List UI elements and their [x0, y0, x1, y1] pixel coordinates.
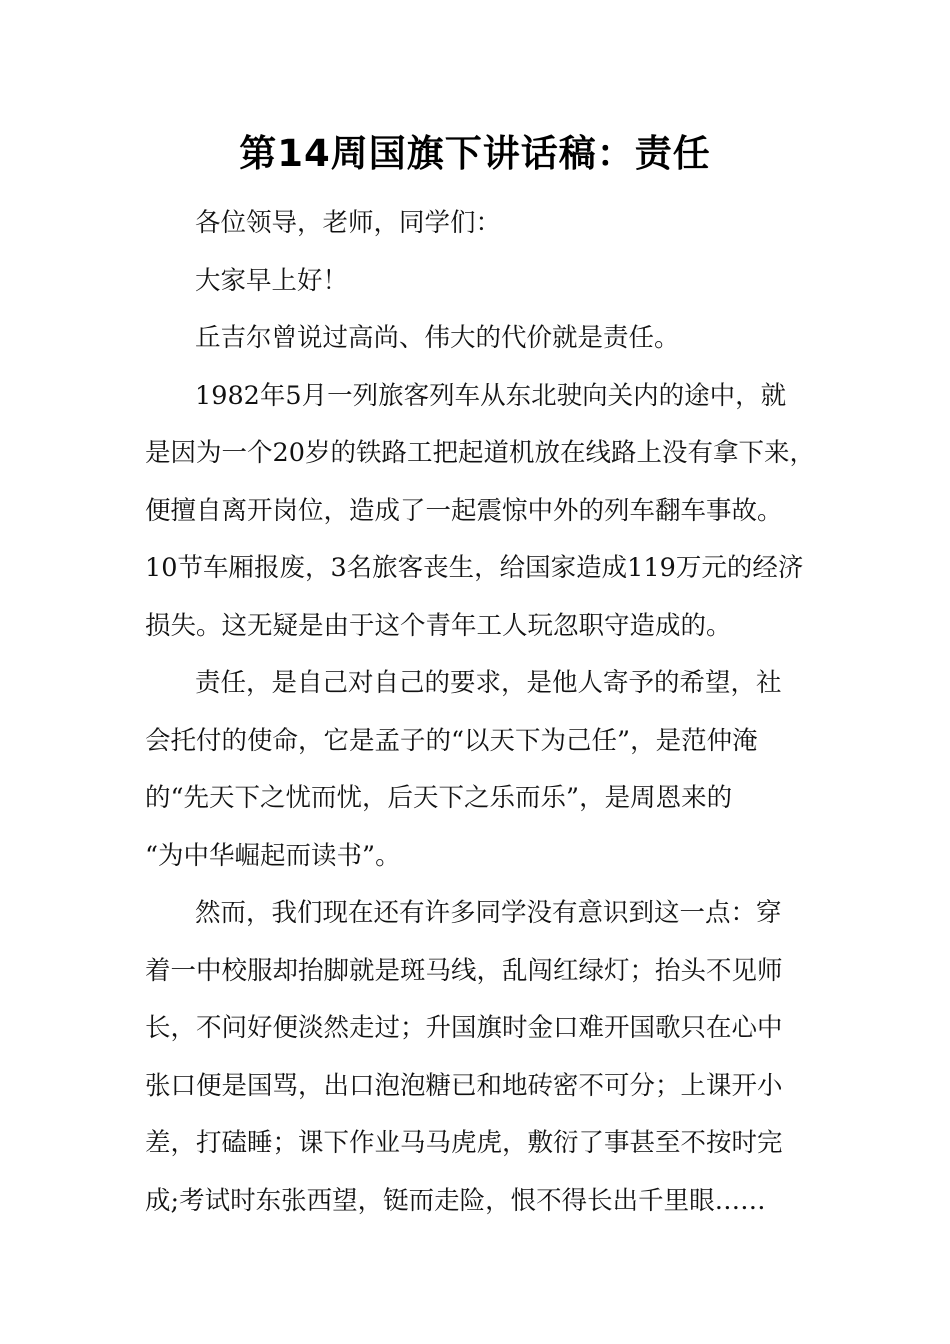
paragraph-line: 10节车厢报废，3名旅客丧生，给国家造成119万元的经济	[145, 553, 804, 583]
paragraph-line: 会托付的使命，它是孟子的“以天下为己任”，是范仲淹	[145, 726, 758, 756]
paragraph-line: 张口便是国骂，出口泡泡糖已和地砖密不可分；上课开小	[145, 1071, 783, 1101]
paragraph-line: 差，打磕睡；课下作业马马虎虎，敷衍了事甚至不按时完	[145, 1128, 783, 1158]
paragraph-line: 便擅自离开岗位，造成了一起震惊中外的列车翻车事故。	[145, 496, 783, 526]
salutation-line: 各位领导，老师，同学们：	[195, 208, 502, 238]
document-title: 第14周国旗下讲话稿：责任	[239, 132, 711, 175]
greeting-line: 大家早上好！	[195, 266, 349, 296]
paragraph-line: 损失。这无疑是由于这个青年工人玩忽职守造成的。	[145, 611, 732, 641]
paragraph-line: 是因为一个20岁的铁路工把起道机放在线路上没有拿下来，	[145, 438, 815, 468]
paragraph-line: 成;考试时东张西望，铤而走险，恨不得长出千里眼……	[145, 1186, 766, 1216]
paragraph-line: 着一中校服却抬脚就是斑马线，乱闯红绿灯；抬头不见师	[145, 956, 783, 986]
paragraph-line: 的“先天下之忧而忧，后天下之乐而乐”，是周恩来的	[145, 783, 733, 813]
paragraph-line: “为中华崛起而读书”。	[145, 841, 401, 871]
paragraph-line: 长，不问好便淡然走过；升国旗时金口难开国歌只在心中	[145, 1013, 783, 1043]
paragraph-line: 责任，是自己对自己的要求，是他人寄予的希望，社	[195, 668, 782, 698]
paragraph-line: 丘吉尔曾说过高尚、伟大的代价就是责任。	[195, 323, 680, 353]
paragraph-line: 1982年5月一列旅客列车从东北驶向关内的途中，就	[195, 381, 787, 411]
paragraph-line: 然而，我们现在还有许多同学没有意识到这一点：穿	[195, 898, 782, 928]
